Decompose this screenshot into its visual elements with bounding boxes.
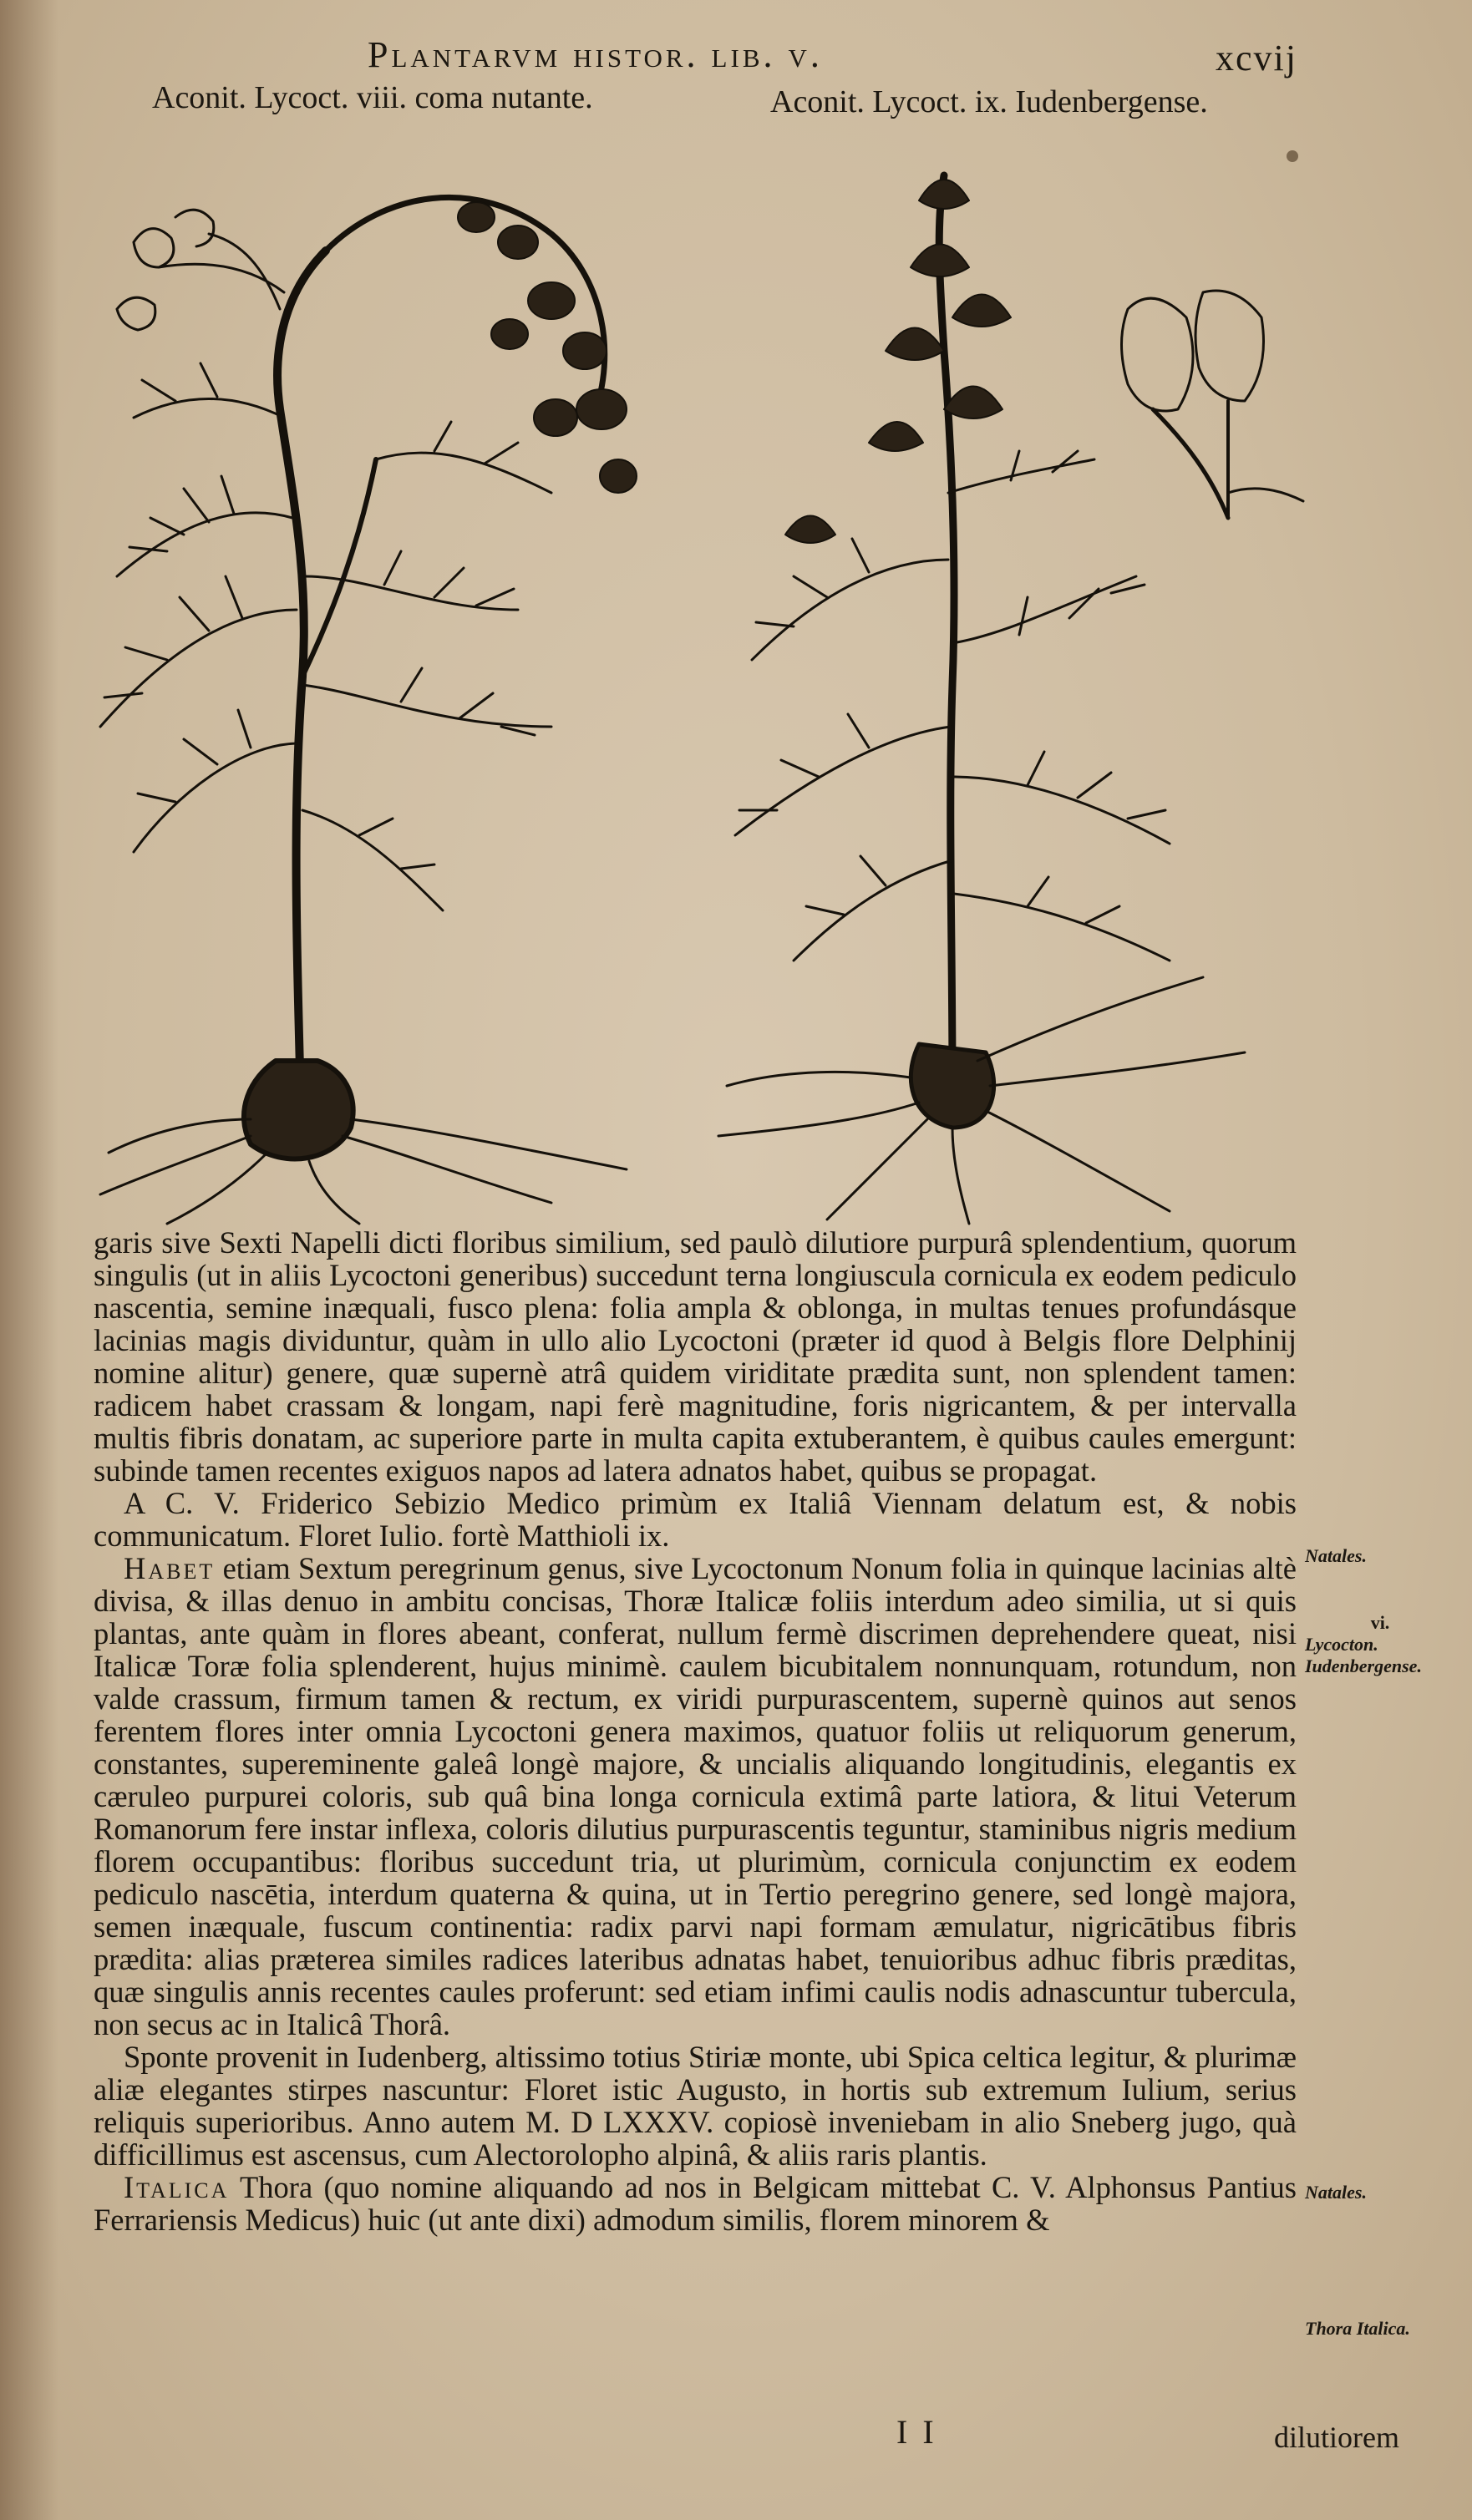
marginal-note-vi bbox=[1305, 1612, 1455, 1677]
marginal-note-thora: Thora Italica. bbox=[1305, 2318, 1410, 2339]
gutter-shadow bbox=[0, 0, 58, 2520]
lead-word: Habet bbox=[124, 1551, 216, 1585]
marginal-numeral: vi. bbox=[1370, 1612, 1390, 1633]
body-text bbox=[94, 1226, 1297, 2236]
signature-mark: I I bbox=[896, 2413, 937, 2451]
paragraph-origin: A C. V. Friderico Sebizio Medico primùm ex Italiâ Viennam delatum est, & nobis communicatum. Floret Iulio. fortè Matthioli ix. bbox=[94, 1486, 1297, 1553]
paragraph-thora bbox=[94, 2171, 1297, 2236]
figure-caption-left: Aconit. Lycoct. viii. coma nutante. bbox=[152, 80, 593, 115]
paragraph-description: garis sive Sexti Napelli dicti floribus similium, sed paulò dilutiore purpurâ splendentium, quorum singulis (ut in aliis Lycoctoni generibus) succedunt terna longiuscula cornicula ex eodem pediculo nascentia, semine inæquali, fusco plena: folia ampla & oblonga, in multas tenues profundásque lacinias magis dividuntur, quàm in ullo alio Lycoctoni (præter id quod à Belgis flore Delphinij nomine alitur) genere, quæ supernè atrâ quidem viriditate prædita sunt, non splendent tamen: radicem habet crassam & longam, napi ferè magnitudine, foris nigricantem, & per intervalla multis fibris donatam, ac superiore parte in multa capita extuberantem, è quibus caules emergunt: subinde tamen recentes exiguos napos ad latera adnatos habet, quibus se propagat. bbox=[94, 1225, 1297, 1488]
paragraph-thora-text: Thora (quo nomine aliquando ad nos in Belgicam mittebat C. V. Alphonsus Pantius Ferrariensis Medicus) huic (ut ante dixi) admodum similis, florem minorem & bbox=[94, 2170, 1297, 2237]
paragraph-habitat: Sponte provenit in Iudenberg, altissimo totius Stiriæ monte, ubi Spica celtica legitur, & plurimæ aliæ elegantes stirpes nascuntur: Floret istic Augusto, in hortis sub extremum Iulium, serius reliquis superioribus. Anno autem M. D LXXXV. copiosè inveniebam in alio Sneberg jugo, quà difficillimus est ascensus, cum Alectorolopho alpinâ, & aliis raris plantis. bbox=[94, 2040, 1297, 2172]
running-title: Plantarvm histor. lib. v. bbox=[368, 34, 823, 75]
figure-caption-right: Aconit. Lycoct. ix. Iudenbergense. bbox=[770, 84, 1208, 119]
paragraph-sixth-kind-text: etiam Sextum peregrinum genus, sive Lycoctonum Nonum folia in quinque lacinias altè divisa, & illas denuo in ambitu concisas, Thoræ Italicæ foliis interdum adeo similia, ut si quis plantas, ante quàm in flores abeant, conferat, nullum fermè discrimen deprehendere queat, nisi Italicæ Toræ folia splenderent, hujus minimè. caulem bicubitalem nonnunquam, rotundum, non valde crassum, firmum tamen & rectum, ex viridi purpurascentem, supernè quinos aut senos ferentem flores inter omnia Lycoctoni genera maximos, quatuor foliis ut reliquorum generum, constantes, supereminente galeâ longè majore, & uncialis aliquando longitudinis, elegantis ex cæruleo purpurei coloris, sub quâ bina longa cornicula extimâ parte latiora, & litui Veterum Romanorum fere instar inflexa, coloris dilutius purpurascentis teguntur, staminibus nigris medium florem occupantibus: floribus succedunt tria, ut plurimùm, cornicula conjunctim ex eodem pediculo nascētia, interdum quaterna & quina, ut in Tertio peregrino genere, sed longè majora, semen inæquale, fuscum continentia: radix parvi napi formam æmulatur, nigricātibus fibris prædita: alias præterea similes radices lateribus adnatas habet, tenuioribus adhuc fibris præditas, quæ singulis annis recentes caules proferunt: sed etiam infimi caulis nodis adnascuntur tubercula, non secus ac in Italicâ Thorâ. bbox=[94, 1551, 1297, 2041]
marginal-note-natales: Natales. bbox=[1305, 1545, 1367, 1566]
folio-number: xcvij bbox=[1216, 38, 1297, 79]
ink-stain bbox=[1287, 150, 1298, 162]
woodcut-flower-detail bbox=[1103, 276, 1312, 526]
woodcut-plant-left bbox=[84, 142, 710, 1228]
marginal-note-natales-2: Natales. bbox=[1305, 2182, 1367, 2203]
catchword: dilutiorem bbox=[1274, 2421, 1399, 2454]
marginal-plant-name: Lycocton. Iudenbergense. bbox=[1305, 1634, 1422, 1676]
paragraph-sixth-kind bbox=[94, 1552, 1297, 2041]
lead-word: Italica bbox=[124, 2170, 230, 2204]
